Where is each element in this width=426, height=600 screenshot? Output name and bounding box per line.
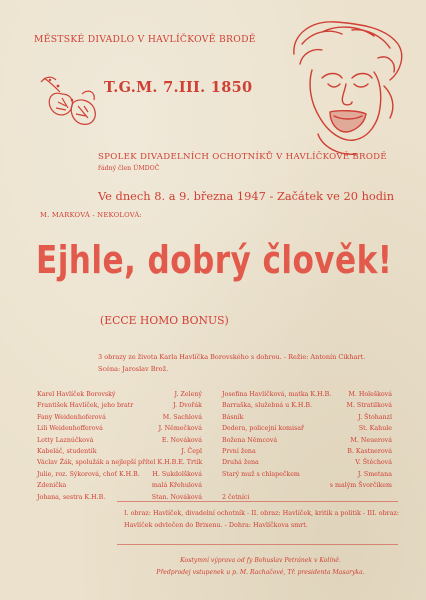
society-note: řádný člen ÚMDOČ	[98, 165, 160, 172]
cast-row: Johana, sestra K.H.B. Stan. Nováková	[37, 493, 202, 501]
cast-row: Kabeláč, studentík J. Čepl	[37, 447, 202, 455]
summary-line-2: Havlíček odvlečen do Brixenu. - Dohra: Havlíčkova smrt.	[124, 520, 308, 529]
cast-row: Václav Žák, spolužák a nejlepší přítel K.H.B. E. Trtík	[37, 459, 203, 467]
performance-dates: Ve dnech 8. a 9. března 1947 - Začátek ve 20 hodin	[98, 189, 395, 203]
cast-row: 2 četníci	[222, 493, 250, 501]
cast-row: Fany Weidenhoferová M. Sachlová	[37, 413, 202, 421]
author: M. MARKOVÁ - NEKOLOVÁ:	[40, 211, 142, 219]
cast-row: s malým Švorčíkem	[329, 482, 392, 490]
cast-row: Božena Němcová M. Neuerová	[222, 436, 392, 444]
cast-row: František Havlíček, jeho bratr J. Dvořák	[37, 402, 202, 410]
cast-row: Barraška, služebná u K.H.B. M. Stratilková	[222, 402, 392, 410]
footer-line-2: Předprodej vstupenek u p. M. Rachačové, Tř. presidenta Masaryka.	[156, 568, 365, 576]
play-subtitle: (ECCE HOMO BONUS)	[100, 314, 229, 327]
cast-list-right	[222, 389, 392, 503]
cast-row: Dedera, policejní komisař St. Kahule	[222, 425, 392, 433]
society-name: SPOLEK DIVADELNÍCH OCHOTNÍKŮ V HAVLÍČKOVĚ BRODĚ	[98, 152, 387, 162]
production-line-1: 3 obrazy ze života Karla Havlíčka Borovského s dohrou. - Režie: Antonín Cikhart.	[98, 353, 366, 361]
production-info	[98, 351, 365, 375]
cast-row: První žena B. Kastnerová	[222, 447, 392, 455]
production-line-2: Scéna: Jaroslav Brož.	[98, 365, 169, 373]
emblem-text: T.G.M. 7.III. 1850	[104, 79, 253, 96]
caricature-face-icon	[282, 14, 410, 162]
divider-top	[117, 501, 398, 502]
linden-leaves-icon	[38, 72, 108, 130]
cast-row: Starý muž s chlapečkem J. Smetana	[222, 470, 392, 478]
cast-row: Lotty Laznúčková E. Nováková	[37, 436, 202, 444]
theatre-name: MĚSTSKÉ DIVADLO V HAVLÍČKOVĚ BRODĚ	[34, 34, 256, 45]
cast-row: Druhá žena V. Štěchová	[222, 459, 392, 467]
cast-list-left	[37, 389, 202, 503]
cast-row: Karel Havlíček Borovský J. Zelený	[37, 391, 202, 398]
cast-row: Lili Weidenhofferová J. Němečková	[37, 425, 202, 433]
cast-row: Zdenička malá Křehulová	[37, 482, 202, 490]
cast-row: Julie, roz. Sýkorová, choť K.H.B. H. Sukdolšková	[37, 470, 202, 478]
scene-summary	[124, 508, 404, 531]
cast-row: Josefina Havlíčková, matka K.H.B. M. Holešková	[222, 391, 392, 398]
divider-bottom	[117, 544, 398, 545]
cast-row: Básník J. Štohanzl	[222, 413, 392, 421]
play-title: Ejhle, dobrý člověk!	[36, 238, 393, 282]
footer-note	[118, 555, 403, 578]
footer-line-1: Kostymní výprava od fy Bohuslav Petránek v Kolíně.	[180, 557, 341, 564]
summary-line-1: I. obraz: Havlíček, divadelní ochotník - II. obraz: Havlíček, kritik a politik - III. obraz:	[124, 509, 400, 517]
